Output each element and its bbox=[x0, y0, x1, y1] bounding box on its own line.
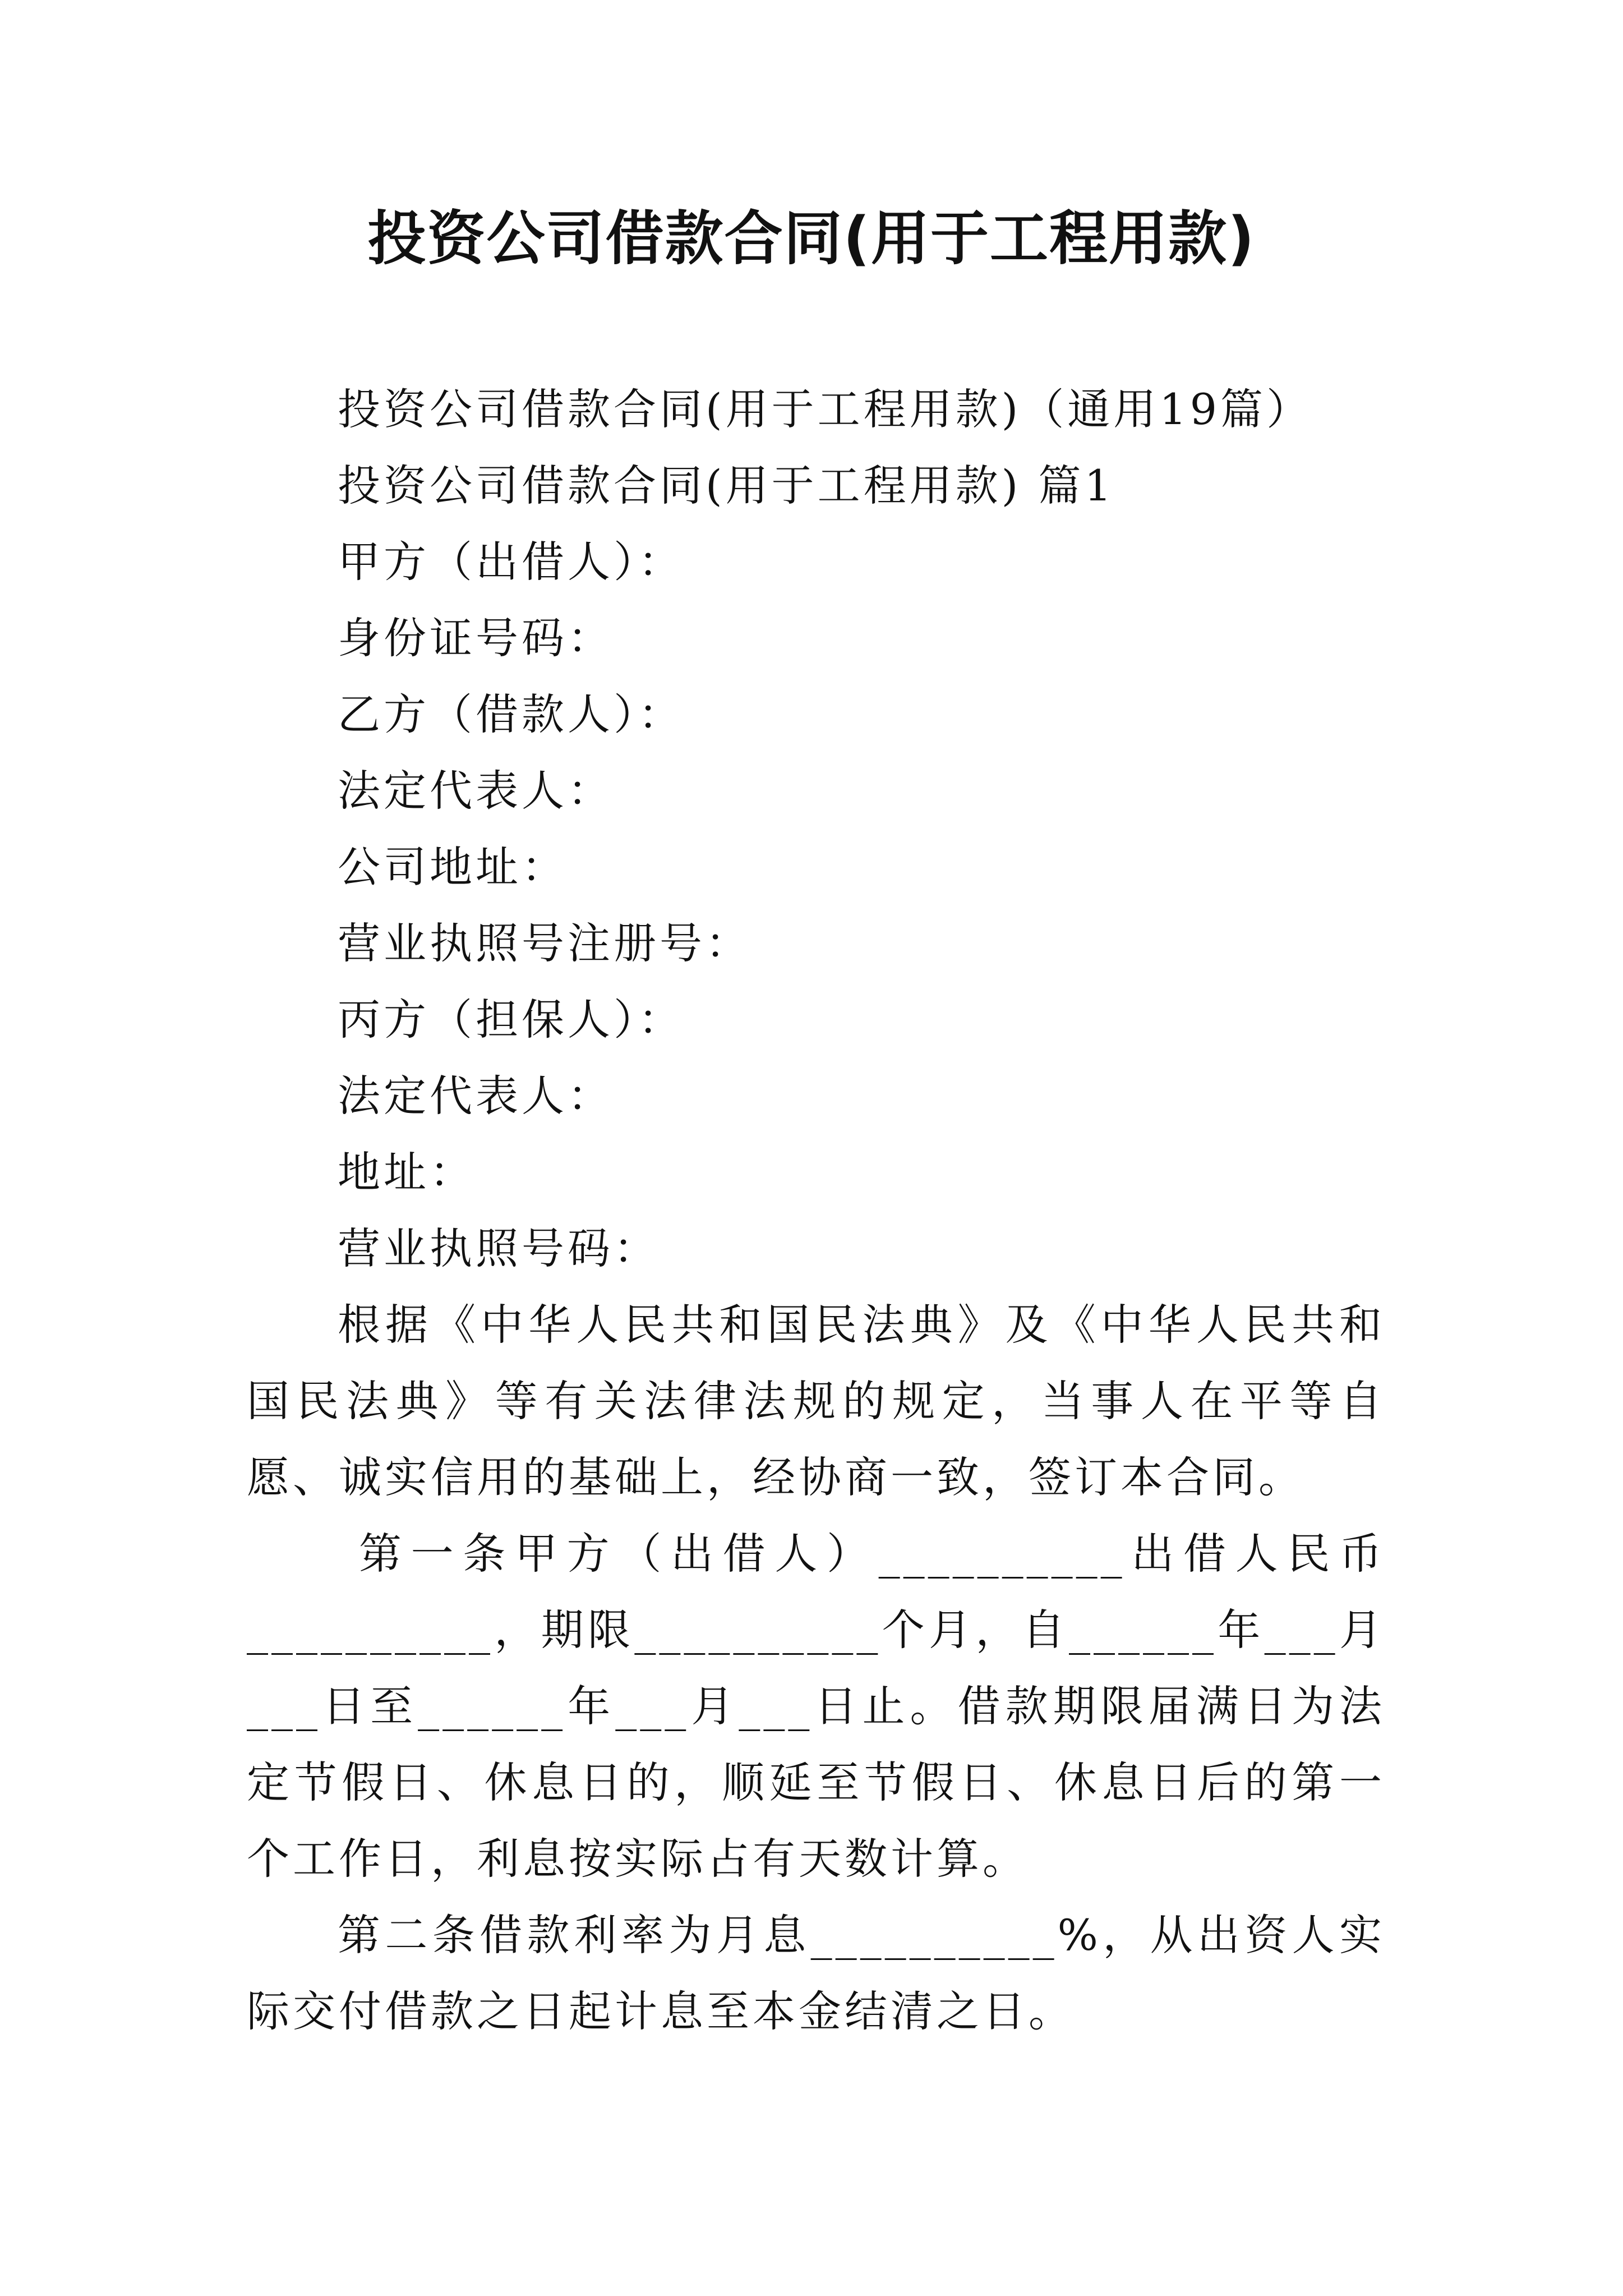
subtitle-line: 投资公司借款合同(用于工程用款)（通用19篇） bbox=[338, 384, 1313, 434]
section-heading: 投资公司借款合同(用于工程用款) 篇1 bbox=[338, 461, 1115, 510]
article-2-paragraph: 第二条借款利率为月息__________%，从出资人实际交付借款之日起计息至本金结清之日。 bbox=[247, 1910, 1385, 2036]
business-license-registration-field: 营业执照号注册号： bbox=[338, 918, 751, 968]
document-title: 投资公司借款合同(用于工程用款) bbox=[367, 204, 1256, 273]
document-body bbox=[247, 371, 1385, 2050]
id-number-field: 身份证号码： bbox=[338, 613, 614, 663]
preamble-paragraph: 根据《中华人民共和国民法典》及《中华人民共和国民法典》等有关法律法规的规定，当事人在平等自愿、诚实信用的基础上，经协商一致，签订本合同。 bbox=[247, 1300, 1385, 1502]
company-address-field: 公司地址： bbox=[338, 842, 568, 892]
business-license-number-field: 营业执照号码： bbox=[338, 1223, 660, 1273]
address-field: 地址： bbox=[338, 1147, 476, 1197]
party-c-field: 丙方（担保人）： bbox=[338, 995, 684, 1045]
party-b-field: 乙方（借款人）： bbox=[338, 689, 684, 739]
article-1-paragraph: 第一条甲方（出借人）__________出借人民币__________，期限__________个月，自______年___月___日至______年___月___日止。借款期限届满日为法定节假日、休息日的，顺延至节假日、休息日后的第一个工作日，利息按实际占有天数计算。 bbox=[247, 1529, 1385, 1884]
legal-representative-field: 法定代表人： bbox=[338, 766, 614, 816]
guarantor-legal-representative-field: 法定代表人： bbox=[338, 1071, 614, 1121]
party-a-field: 甲方（出借人）： bbox=[338, 537, 684, 587]
